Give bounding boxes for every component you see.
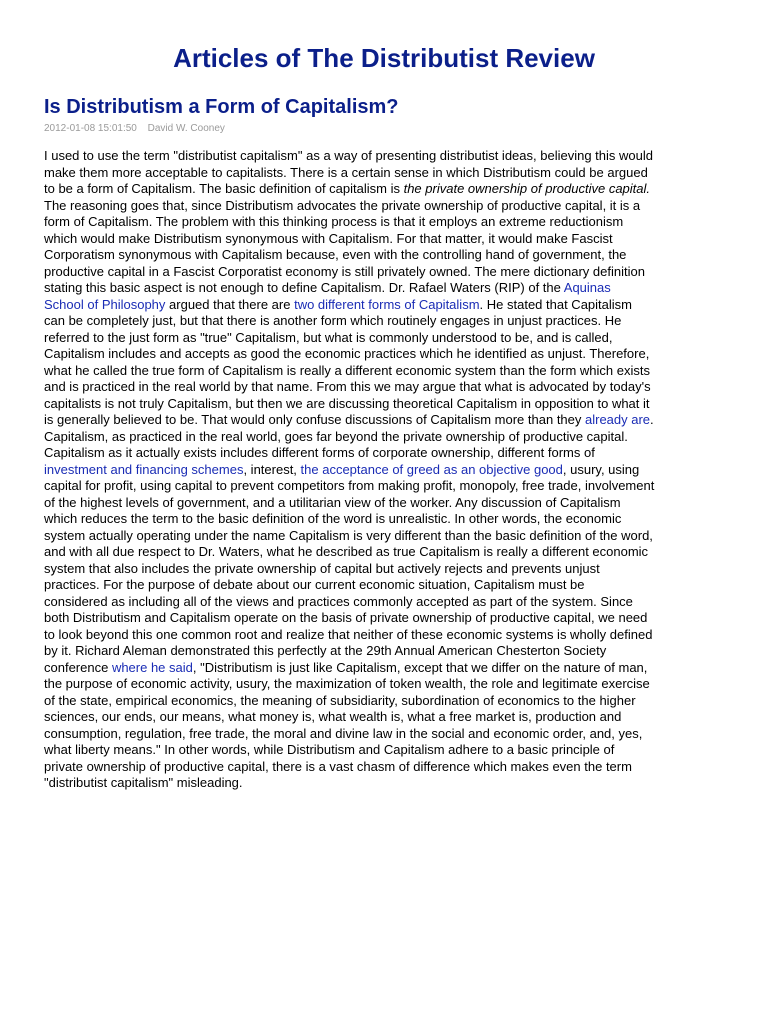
body-text-segment: of the state, empirical economics, the meaning of subsidiarity, subordination of economics to the higher: [44, 692, 636, 708]
body-text-segment: productive capital in a Fascist Corporatist economy is still privately owned. The mere dictionary definition: [44, 263, 645, 279]
body-text-segment: the purpose of economic activity, usury, the maximization of token wealth, the role and legitimate exercise: [44, 676, 650, 691]
body-text-segment: to look beyond this one common root and realize that neither of these economic systems is wholly defined: [44, 626, 653, 642]
body-text-segment: , "Distributism is just like Capitalism, except that we differ on the nature of man,: [192, 659, 648, 675]
body-line: [44, 709, 734, 726]
body-text-segment: capitalists is not truly Capitalism, but then we are discussing theoretical Capitalism in opposition to what it: [44, 395, 650, 411]
body-text-segment: Capitalism, as practiced in the real world, goes far beyond the private ownership of productive capital.: [44, 428, 628, 444]
body-line: [44, 346, 734, 363]
body-text-segment: Corporatism synonymous with Capitalism because, even with the controlling hand of government, the: [44, 247, 627, 262]
body-line: [44, 462, 734, 479]
body-text-segment: Capitalism as it actually exists includes different forms of corporate ownership, different forms of: [44, 445, 595, 460]
inline-link[interactable]: two different forms of Capitalism: [294, 296, 480, 312]
body-text-segment: what liberty means." In other words, while Distributism and Capitalism adhere to a basic principle of: [44, 742, 615, 757]
body-line: [44, 445, 734, 462]
body-line: [44, 231, 734, 248]
body-line: [44, 676, 734, 693]
article-body: [44, 148, 734, 792]
body-line: [44, 379, 734, 396]
body-text-segment: system actually operating under the name Capitalism is very different than the basic definition of the word,: [44, 527, 653, 543]
body-text-segment: make them more acceptable to capitalists. There is a certain sense in which Distributism could be argued: [44, 164, 648, 180]
inline-link[interactable]: where he said: [111, 659, 193, 675]
body-line: [44, 610, 734, 627]
body-line: [44, 495, 734, 512]
body-line: [44, 478, 734, 495]
body-line: [44, 429, 734, 446]
body-text-segment: system that also includes the private ownership of capital but actively rejects and prevents unjust: [44, 560, 600, 576]
article-meta: [44, 122, 225, 135]
body-text-segment: sciences, our ends, our means, what money is, what wealth is, what a free market is, production and: [44, 709, 622, 724]
body-line: [44, 627, 734, 644]
body-line: [44, 775, 734, 792]
site-title: Articles of The Distributist Review: [173, 43, 595, 73]
inline-link[interactable]: Aquinas: [563, 280, 611, 295]
body-line: [44, 528, 734, 545]
article-title: Is Distributism a Form of Capitalism?: [44, 96, 399, 118]
body-line: [44, 594, 734, 611]
body-text-segment: argued that there are: [165, 296, 295, 312]
body-text-segment: can be completely just, but that there is another form which routinely engages in unjust practices. He: [44, 313, 622, 328]
body-line: [44, 313, 734, 330]
inline-link[interactable]: School of Philosophy: [44, 296, 166, 312]
body-line: [44, 660, 734, 677]
body-line: [44, 544, 734, 561]
body-text-segment: "distributist capitalism" misleading.: [44, 775, 243, 790]
body-line: [44, 511, 734, 528]
body-text-segment: and is practiced in the real world by that name. From this we may argue that what is advocated by today's: [44, 379, 651, 394]
body-text-segment: considered as including all of the views and practices commonly accepted as part of the system. Since: [44, 593, 633, 609]
body-line: [44, 742, 734, 759]
body-text-segment: , interest,: [243, 461, 301, 477]
body-line: [44, 577, 734, 594]
body-line: [44, 280, 734, 297]
body-text-segment: conference: [44, 659, 112, 675]
body-text-segment: both Distributism and Capitalism operate on the basis of private ownership of productive capital, we need: [44, 610, 648, 625]
body-text-segment: which reduces the term to the basic definition of the word is unrealistic. In other words, the economic: [44, 511, 622, 526]
body-text-segment: Capitalism includes and accepts as good the economic practices which he identified as unjust. Therefore,: [44, 346, 650, 361]
body-text-segment: referred to the just form as "true" Capitalism, but what is commonly understood to be, and is called,: [44, 329, 613, 345]
article-author: David W. Cooney: [147, 123, 225, 134]
body-line: [44, 165, 734, 182]
body-line: [44, 759, 734, 776]
body-text-segment: , usury, using: [562, 461, 640, 477]
body-line: [44, 214, 734, 231]
body-line: [44, 726, 734, 743]
body-text-segment: stating this basic aspect is not enough to define Capitalism. Dr. Rafael Waters (RIP) of the: [44, 280, 564, 295]
body-line: [44, 412, 734, 429]
body-line: [44, 264, 734, 281]
body-text-segment: I used to use the term "distributist capitalism" as a way of presenting distributist ideas, believing this would: [44, 148, 653, 163]
body-line: [44, 181, 734, 198]
body-text-segment: practices. For the purpose of debate about our current economic situation, Capitalism must be: [44, 577, 585, 592]
body-line: [44, 330, 734, 347]
body-text-segment: is generally believed to be. That would only confuse discussions of Capitalism more than they: [44, 412, 585, 427]
body-line: [44, 247, 734, 264]
inline-link[interactable]: investment and financing schemes: [44, 461, 244, 477]
body-text-segment: capital for profit, using capital to prevent competitors from making profit, monopoly, free trade, involvement: [44, 478, 655, 493]
body-line: [44, 693, 734, 710]
body-line: [44, 561, 734, 578]
body-text-segment: of the highest levels of government, and a utilitarian view of the worker. Any discussion of Capitalism: [44, 494, 621, 510]
body-text-segment: form of Capitalism. The problem with this thinking process is that it employs an extreme reductionism: [44, 214, 624, 229]
body-text-segment: by it. Richard Aleman demonstrated this perfectly at the 29th Annual American Chesterton Society: [44, 643, 607, 658]
body-text-segment: private ownership of productive capital, there is a vast chasm of difference which makes even the term: [44, 758, 632, 774]
body-text-segment: to be a form of Capitalism. The basic definition of capitalism is: [44, 181, 404, 196]
inline-link[interactable]: the acceptance of greed as an objective good: [300, 461, 563, 477]
body-line: [44, 297, 734, 314]
emphasized-text: the private ownership of productive capital.: [403, 181, 651, 196]
body-text-segment: The reasoning goes that, since Distributism advocates the private ownership of productive capital, it is a: [44, 197, 641, 213]
body-line: [44, 363, 734, 380]
article-timestamp: 2012-01-08 15:01:50: [44, 123, 137, 134]
body-line: [44, 198, 734, 215]
body-line: [44, 148, 734, 165]
body-line: [44, 396, 734, 413]
body-line: [44, 643, 734, 660]
body-text-segment: .: [650, 412, 654, 427]
body-text-segment: what he called the true form of Capitalism is really a different economic system than the form which exists: [44, 362, 650, 378]
inline-link[interactable]: already are: [585, 412, 651, 427]
body-text-segment: consumption, regulation, free trade, the moral and divine law in the social and economic order, and, yes,: [44, 725, 643, 741]
body-text-segment: and with all due respect to Dr. Waters, what he described as true Capitalism is really a different economic: [44, 544, 649, 559]
body-text-segment: which would make Distributism synonymous with Capitalism. For that matter, it would make Fascist: [44, 230, 613, 246]
body-text-segment: . He stated that Capitalism: [479, 296, 632, 312]
